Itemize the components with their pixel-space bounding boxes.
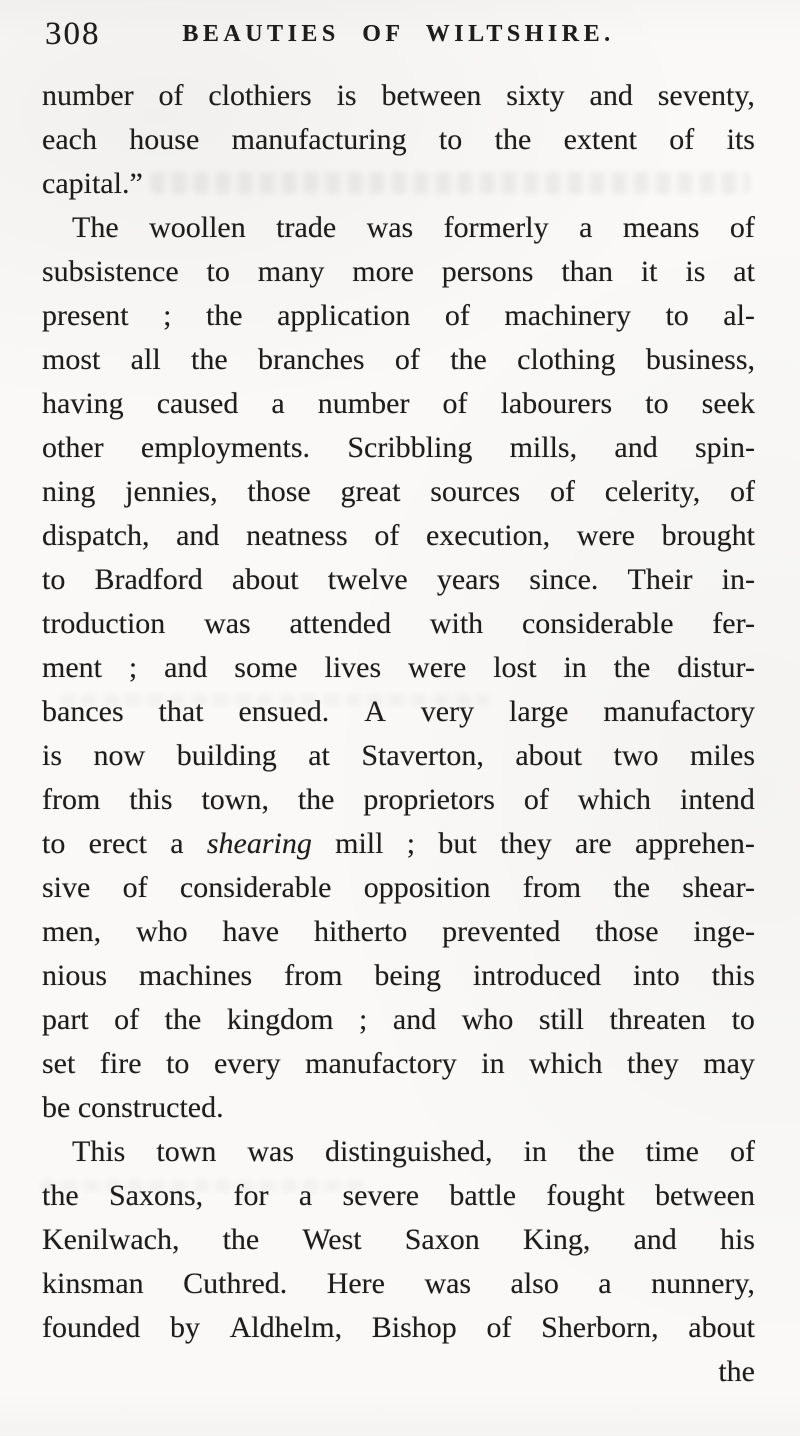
text-line: number of clothiers is between sixty and seventy, <box>42 79 755 112</box>
text-line: nious machines from being introduced into this <box>42 959 755 992</box>
text-line: Kenilwach, the West Saxon King, and his <box>42 1223 755 1256</box>
text-line: be constructed. <box>42 1091 224 1124</box>
text-line: most all the branches of the clothing business, <box>42 343 755 376</box>
text-line: the Saxons, for a severe battle fought between <box>42 1179 755 1212</box>
text-line: present ; the application of machinery to al- <box>42 299 755 332</box>
text-line: subsistence to many more persons than it is at <box>42 255 755 288</box>
page-header <box>42 14 755 58</box>
page-number: 308 <box>45 16 101 52</box>
text-line: dispatch, and neatness of execution, were brought <box>42 519 755 552</box>
body-lines <box>42 74 755 1394</box>
text-line: capital.” <box>42 167 143 200</box>
text-line: kinsman Cuthred. Here was also a nunnery, <box>42 1267 755 1300</box>
text-line: ment ; and some lives were lost in the distur- <box>42 651 755 684</box>
text-line: The woollen trade was formerly a means of <box>72 211 755 244</box>
text-line: part of the kingdom ; and who still threaten to <box>42 1003 755 1036</box>
catchword: the <box>718 1355 755 1388</box>
running-title: BEAUTIES OF WILTSHIRE. <box>182 21 615 47</box>
text-line: is now building at Staverton, about two miles <box>42 739 755 772</box>
text-line: founded by Aldhelm, Bishop of Sherborn, about <box>42 1311 755 1344</box>
text-line: from this town, the proprietors of which intend <box>42 783 755 816</box>
text-line: bances that ensued. A very large manufactory <box>42 695 755 728</box>
text-line: to erect a shearing mill ; but they are apprehen- <box>42 827 755 860</box>
text-line: other employments. Scribbling mills, and spin- <box>42 431 755 464</box>
text-line: ning jennies, those great sources of celerity, of <box>42 475 755 508</box>
text-line: This town was distinguished, in the time of <box>72 1135 755 1168</box>
text-line: to Bradford about twelve years since. Their in- <box>42 563 755 596</box>
text-line: set fire to every manufactory in which they may <box>42 1047 755 1080</box>
text-line: each house manufacturing to the extent of its <box>42 123 755 156</box>
text-line: troduction was attended with considerable fer- <box>42 607 755 640</box>
text-line: sive of considerable opposition from the shear- <box>42 871 755 904</box>
text-line: men, who have hitherto prevented those inge- <box>42 915 755 948</box>
text-line: having caused a number of labourers to seek <box>42 387 755 420</box>
